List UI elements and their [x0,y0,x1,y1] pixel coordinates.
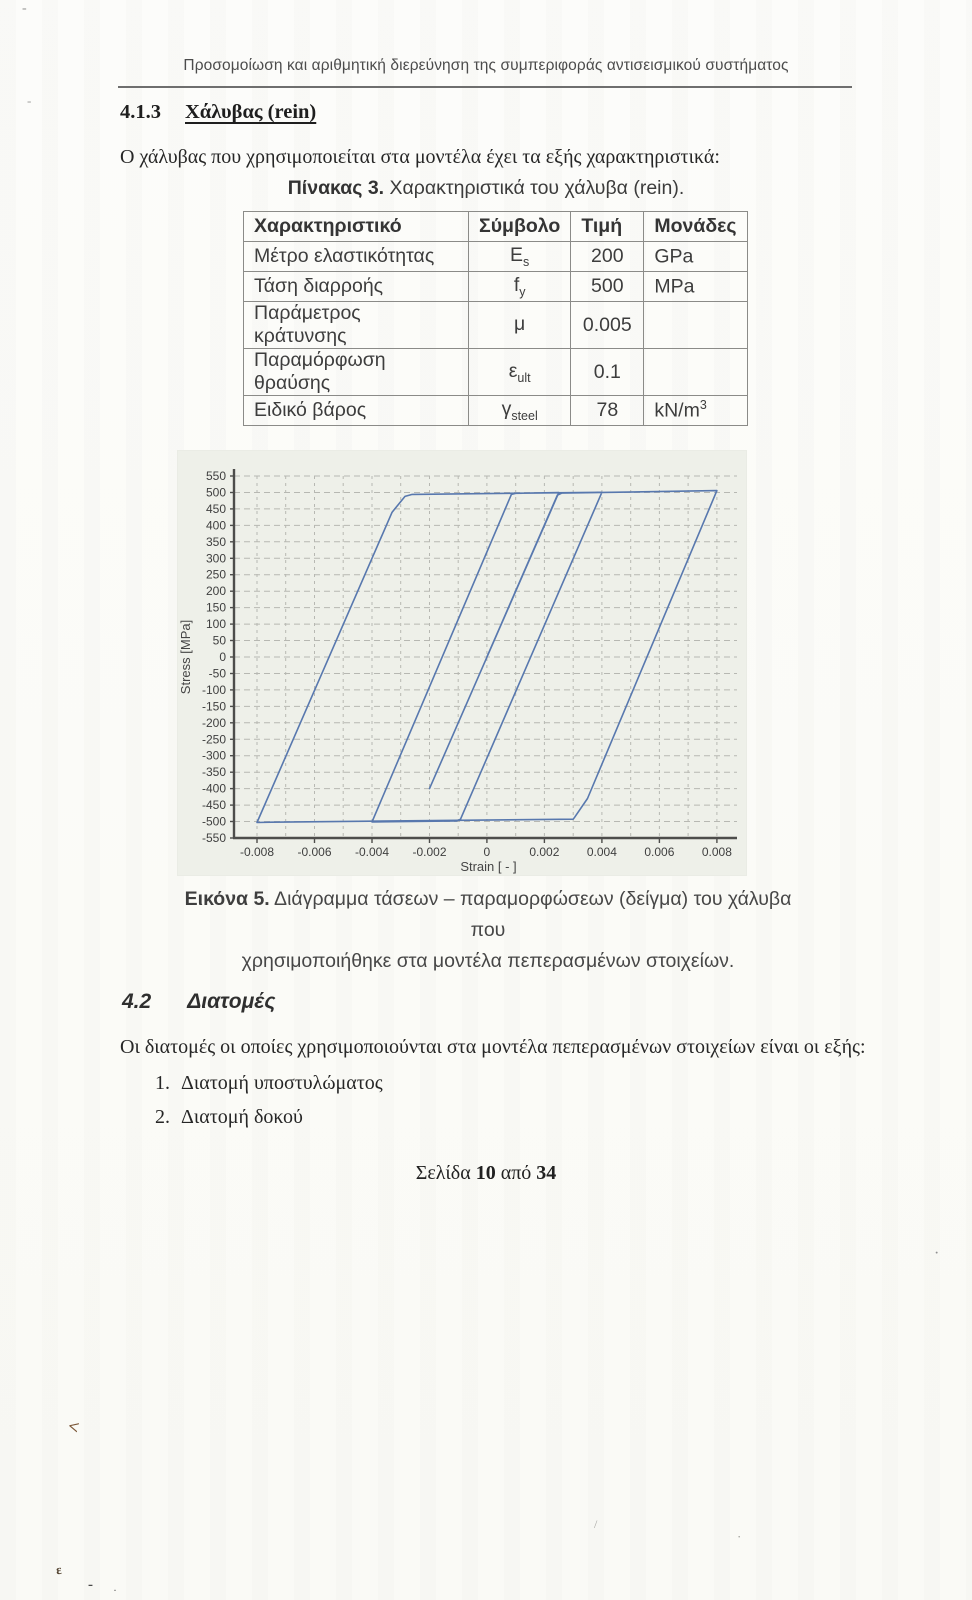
cell-characteristic: Τάση διαρροής [244,272,469,302]
svg-text:400: 400 [205,518,226,533]
scan-artifact-mark: - [88,1577,93,1593]
section-title: Διατομές [187,990,276,1013]
column-header-value: Τιμή [571,212,644,242]
svg-text:-0.002: -0.002 [412,845,447,859]
svg-text:-450: -450 [201,798,226,813]
svg-text:-0.004: -0.004 [354,845,390,859]
cell-units [644,349,747,396]
scan-artifact-mark: - [22,1,27,16]
cell-symbol: μ [469,302,571,349]
svg-text:-300: -300 [201,748,226,763]
intro-paragraph: Ο χάλυβας που χρησιμοποιείται στα μοντέλα έχει τα εξής χαρακτηριστικά: [120,146,720,168]
cell-units: GPa [644,242,747,272]
svg-text:-100: -100 [201,682,226,697]
cell-value: 200 [571,242,644,272]
table-caption-text: Χαρακτηριστικά του χάλυβα (rein). [384,177,685,199]
section-title: Χάλυβας (rein) [185,101,317,123]
cell-value: 78 [571,396,644,426]
svg-text:-400: -400 [201,781,226,796]
section-number: 4.2 [122,990,152,1013]
svg-text:500: 500 [205,485,226,500]
cell-units: $kN/m^3$ [644,396,747,426]
svg-text:-200: -200 [201,715,226,730]
section-number: 4.1.3 [120,101,161,123]
table-row [244,272,748,302]
section-heading-413 [120,101,316,124]
scan-artifact-mark: ε [54,1561,63,1578]
page-total: 34 [536,1162,557,1184]
cell-characteristic: Μέτρο ελαστικότητας [244,242,469,272]
svg-text:-350: -350 [201,765,226,780]
svg-text:0.004: 0.004 [586,845,617,859]
page-footer: Σελίδα 10 από 34 [415,1162,557,1184]
svg-text:550: 550 [205,469,226,483]
svg-text:0: 0 [219,650,226,664]
svg-text:150: 150 [205,600,226,615]
svg-text:-500: -500 [201,814,226,829]
stress-strain-chart [177,450,747,876]
table-row [244,302,748,349]
section-heading-42 [122,990,275,1014]
cell-symbol: $f_y$ [469,272,571,302]
column-header-units: Μονάδες [644,212,747,242]
cell-units [644,302,747,349]
cell-symbol: $\varepsilon_{ult}$ [469,349,571,396]
svg-text:200: 200 [205,584,226,599]
column-header-symbol: Σύμβολο [469,212,571,242]
table-caption [0,177,972,200]
cell-characteristic: Ειδικό βάρος [244,396,469,426]
svg-text:50: 50 [212,633,226,648]
list-item-column-section: 1. Διατομή υποστυλώματος [155,1072,383,1094]
figure-stress-strain [177,450,747,876]
figure-caption-label: Εικόνα 5. [184,888,270,910]
sections-paragraph: Οι διατομές οι οποίες χρησιμοποιούνται στα μοντέλα πεπερασμένων στοιχείων είναι οι εξής: [120,1036,866,1058]
cell-symbol: $E_s$ [469,242,571,272]
table-row [244,242,748,272]
table-header-row [244,212,748,242]
cell-value: 0.005 [571,302,644,349]
svg-text:0.002: 0.002 [529,845,560,859]
svg-text:0: 0 [483,845,491,859]
table-row [244,349,748,396]
scan-artifact-mark: < [65,1416,82,1439]
figure-caption-line1: Εικόνα 5. Διάγραμμα τάσεων – παραμορφώσεων (δείγμα) του χάλυβα που [184,888,792,941]
scan-artifact-mark: · [113,1583,117,1597]
scan-artifact-mark: · [934,1245,940,1262]
svg-text:-550: -550 [201,831,226,845]
svg-text:-0.008: -0.008 [239,845,275,859]
svg-text:Stress [MPa]: Stress [MPa] [178,619,193,695]
scan-artifact-mark: - [27,93,32,108]
steel-properties-table [243,211,748,426]
cell-value: 0.1 [571,349,644,396]
cell-symbol: $\gamma_{steel}$ [469,396,571,426]
scan-artifact-mark: / [594,1517,598,1531]
svg-text:100: 100 [205,617,226,632]
svg-text:0.006: 0.006 [644,845,675,859]
cell-value: 500 [571,272,644,302]
svg-text:Strain [ - ]: Strain [ - ] [460,859,517,874]
scan-artifact-mark: · [737,1529,742,1544]
cell-units: MPa [644,272,747,302]
running-header: Προσομοίωση και αριθμητική διερεύνηση της συμπεριφοράς αντισεισμικού συστήματος [183,57,789,74]
list-item-beam-section: 2. Διατομή δοκού [155,1106,303,1128]
table-row [244,396,748,426]
header-rule [118,86,852,88]
page-number: 10 [475,1162,496,1184]
svg-text:450: 450 [205,501,226,516]
svg-text:-150: -150 [201,699,226,714]
svg-text:-250: -250 [201,732,226,747]
svg-text:350: 350 [205,534,226,549]
figure-caption-line2: χρησιμοποιήθηκε στα μοντέλα πεπερασμένων στοιχείων. [241,950,735,972]
svg-text:-0.006: -0.006 [297,845,332,859]
svg-text:0.008: 0.008 [701,845,732,859]
column-header-characteristic: Χαρακτηριστικό [244,212,469,242]
svg-text:300: 300 [205,551,226,566]
svg-text:-50: -50 [208,666,226,681]
cell-characteristic: Παραμόρφωση θραύσης [244,349,469,396]
figure-caption [166,884,810,977]
svg-text:250: 250 [205,567,226,582]
cell-characteristic: Παράμετρος κράτυνσης [244,302,469,349]
table-caption-label: Πίνακας 3. [287,177,385,199]
